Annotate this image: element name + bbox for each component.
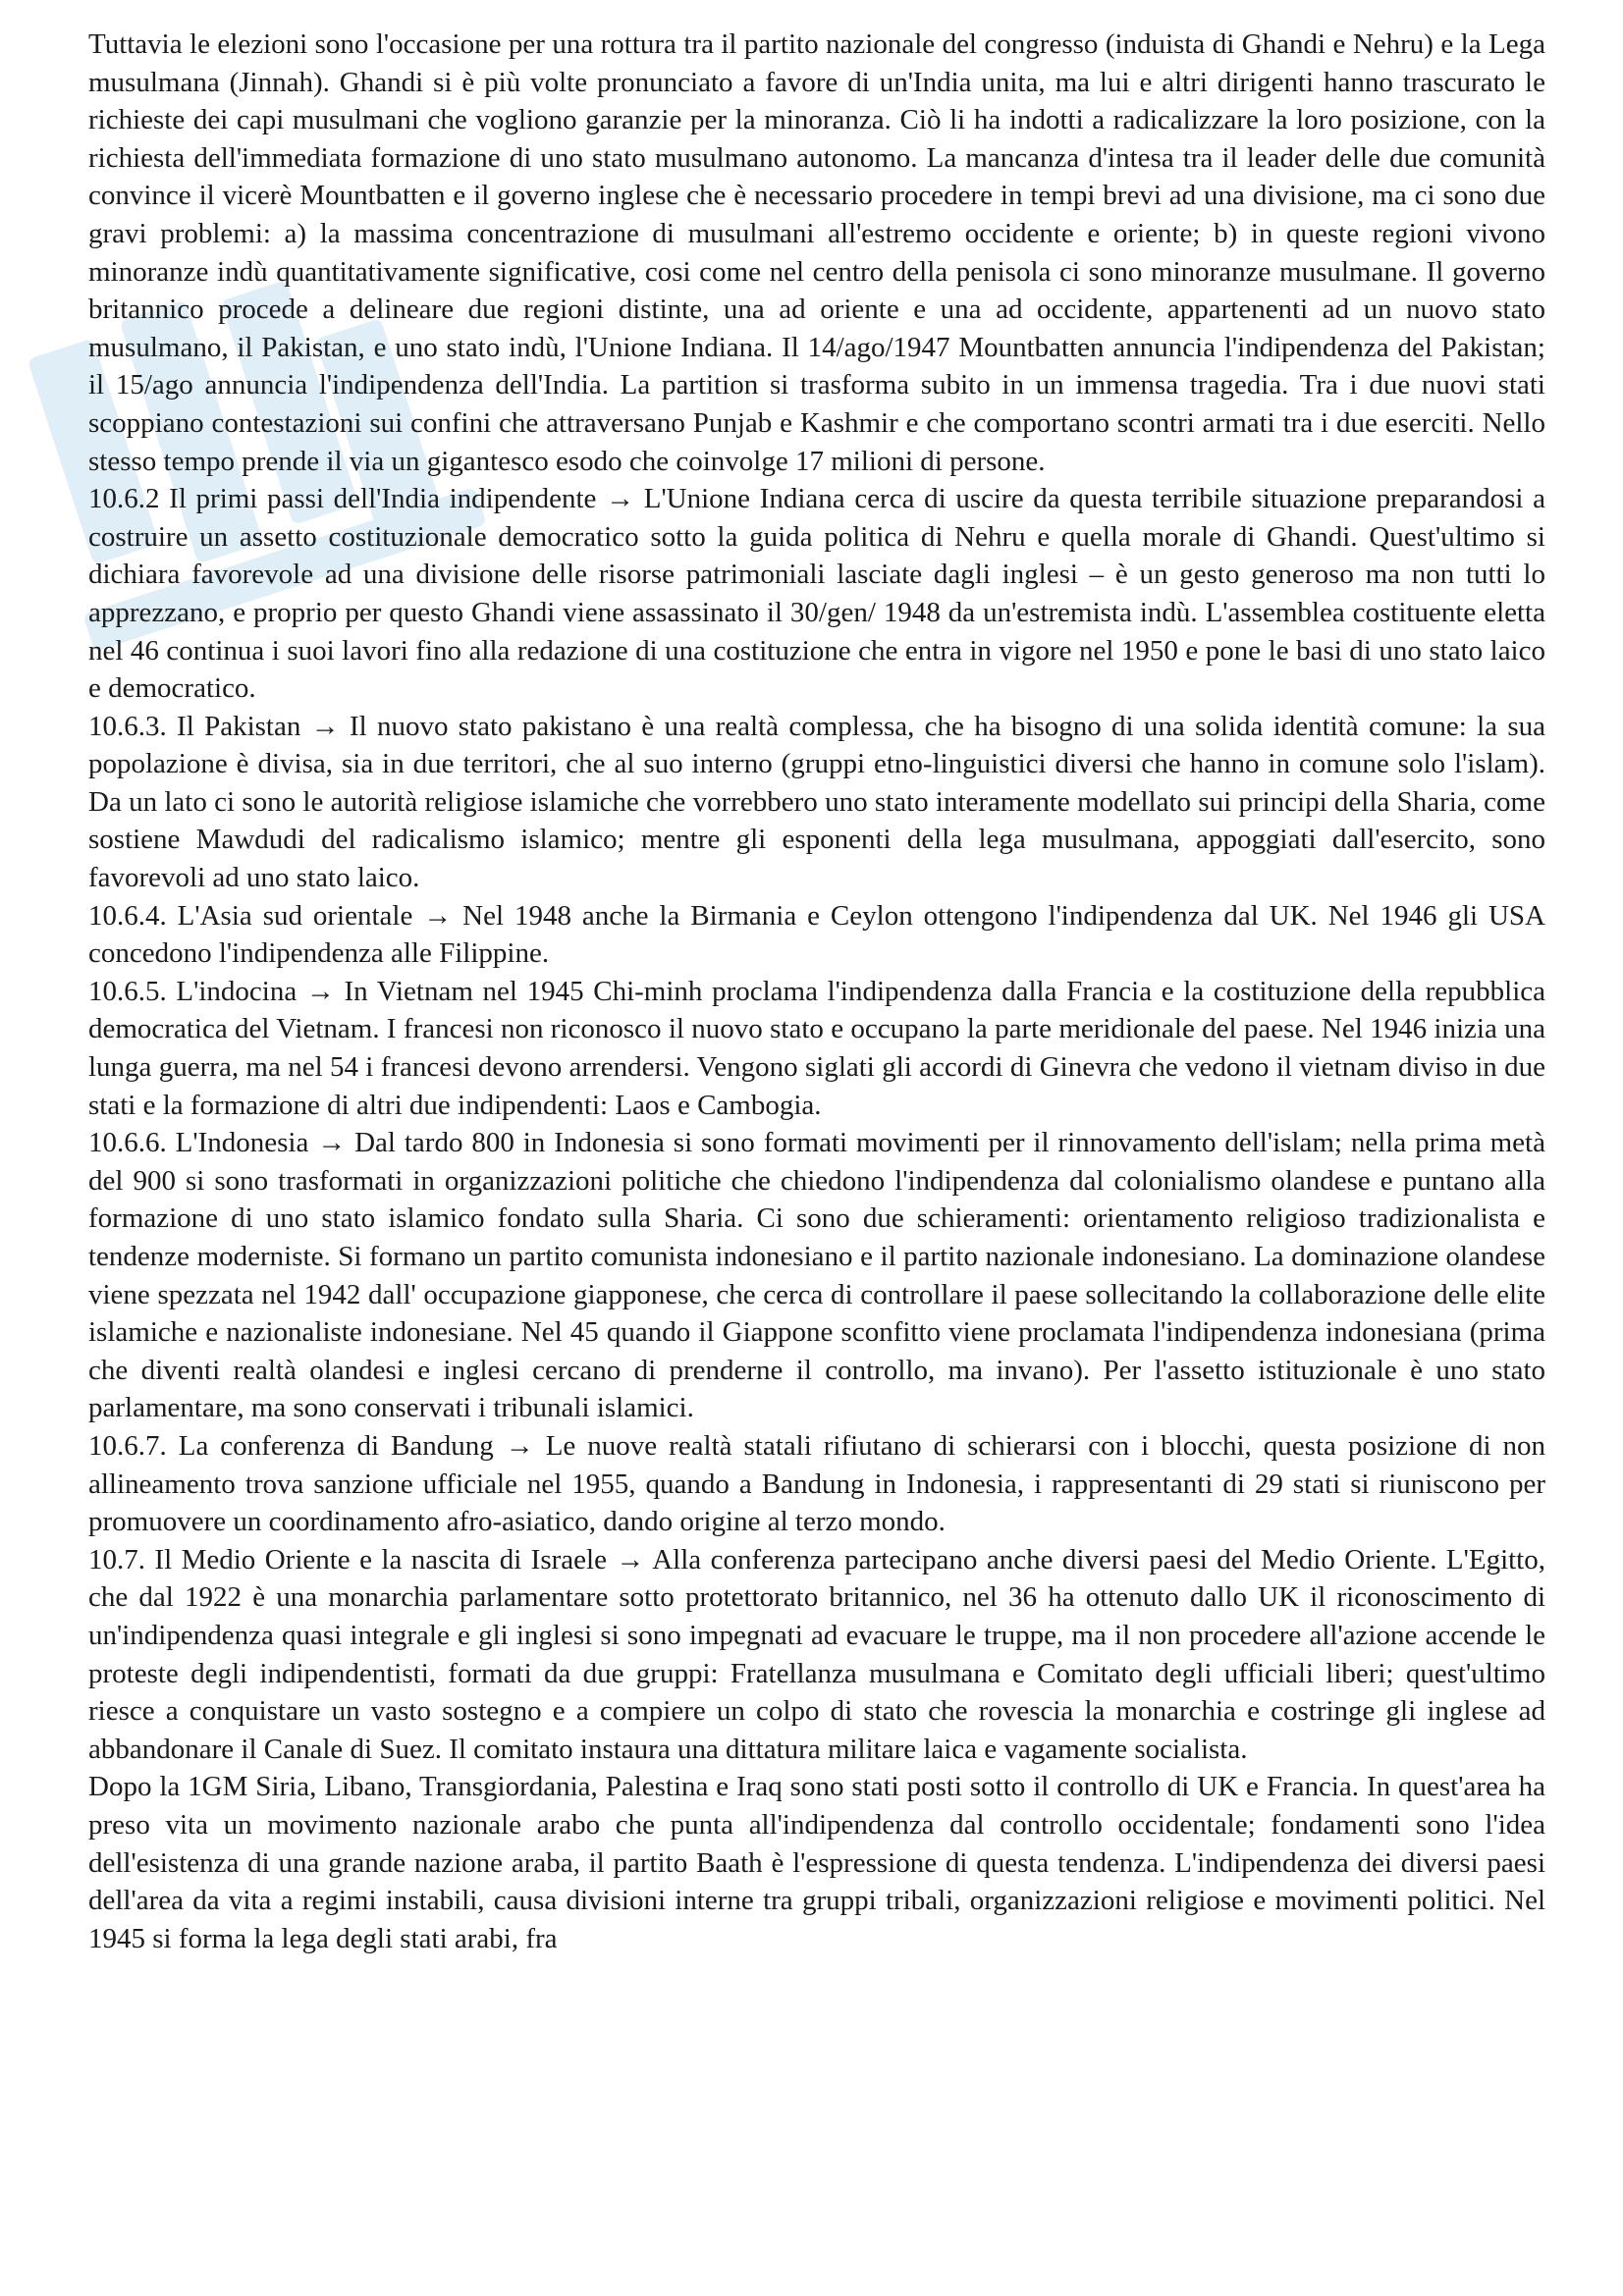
paragraph-india-partition: Tuttavia le elezioni sono l'occasione per una rottura tra il partito nazionale del congresso (induista di Ghandi e Nehru) e la Lega musulmana (Jinnah). Ghandi si è più volte pronunciato a favore di un'India unita, ma lui e altri dirigenti hanno trascurato le richieste dei capi musulmani che vogliono garanzie per la minoranza. Ciò li ha indotti a radicalizzare la loro posizione, con la richiesta dell'immediata formazione di uno stato musulmano autonomo. La mancanza d'intesa tra il leader delle due comunità convince il vicerè Mountbatten e il governo inglese che è necessario procedere in tempi brevi ad una divisione, ma ci sono due gravi problemi: a) la massima concentrazione di musulmani all'estremo occidente e oriente; b) in queste regioni vivono minoranze indù quantitativamente significative, cosi come nel centro della penisola ci sono minoranze musulmane. Il governo britannico procede a delineare due regioni distinte, una ad oriente e una ad occidente, appartenenti ad un nuovo stato musulmano, il Pakistan, e uno stato indù, l'Unione Indiana. Il 14/ago/1947 Mountbatten annuncia l'indipendenza del Pakistan; il 15/ago annuncia l'indipendenza dell'India. La partition si trasforma subito in un immensa tragedia. Tra i due nuovi stati scoppiano contestazioni sui confini che attraversano Punjab e Kashmir e che comportano scontri armati tra i due eserciti. Nello stesso tempo prende il via un gigantesco esodo che coinvolge 17 milioni di persone. [88, 28, 1545, 477]
paragraph-10-6-4: 10.6.4. L'Asia sud orientale → Nel 1948 anche la Birmania e Ceylon ottengono l'indipendenza dal UK. Nel 1946 gli USA concedono l'indipendenza alle Filippine. [88, 899, 1545, 970]
paragraph-10-6-2: 10.6.2 Il primi passi dell'India indipendente → L'Unione Indiana cerca di uscire da questa terribile situazione preparandosi a costruire un assetto costituzionale democratico sotto la guida politica di Nehru e quella morale di Ghandi. Quest'ultimo si dichiara favorevole ad una divisione delle risorse patrimoniali lasciate dagli inglesi – è un gesto generoso ma non tutti lo apprezzano, e proprio per questo Ghandi viene assassinato il 30/gen/ 1948 da un'estremista indù. L'assemblea costituente eletta nel 46 continua i suoi lavori fino alla redazione di una costituzione che entra in vigore nel 1950 e pone le basi di uno stato laico e democratico. [88, 483, 1545, 705]
paragraph-10-6-7: 10.6.7. La conferenza di Bandung → Le nuove realtà statali rifiutano di schierarsi con i blocchi, questa posizione di non allineamento trova sanzione ufficiale nel 1955, quando a Bandung in Indonesia, i rappresentanti di 29 stati si riuniscono per promuovere un coordinamento afro-asiatico, dando origine al terzo mondo. [88, 1429, 1545, 1538]
paragraph-arab-nationalism: Dopo la 1GM Siria, Libano, Transgiordania, Palestina e Iraq sono stati posti sotto il controllo di UK e Francia. In quest'area ha preso vita un movimento nazionale arabo che punta all'indipendenza dal controllo occidentale; fondamenti sono l'idea dell'esistenza di una grande nazione araba, il partito Baath è l'espressione di questa tendenza. L'indipendenza dei diversi paesi dell'area da vita a regimi instabili, causa divisioni interne tra gruppi tribali, organizzazioni religiose e movimenti politici. Nel 1945 si forma la lega degli stati arabi, fra [88, 1771, 1545, 1954]
paragraph-10-6-5: 10.6.5. L'indocina → In Vietnam nel 1945 Chi-minh proclama l'indipendenza dalla Francia e la costituzione della repubblica democratica del Vietnam. I francesi non riconosco il nuovo stato e occupano la parte meridionale del paese. Nel 1946 inizia una lunga guerra, ma nel 54 i francesi devono arrendersi. Vengono siglati gli accordi di Ginevra che vedono il vietnam diviso in due stati e la formazione di altri due indipendenti: Laos e Cambogia. [88, 975, 1545, 1121]
paragraph-10-6-6: 10.6.6. L'Indonesia → Dal tardo 800 in Indonesia si sono formati movimenti per il rinnovamento dell'islam; nella prima metà del 900 si sono trasformati in organizzazioni politiche che chiedono l'indipendenza dal colonialismo olandese e puntano alla formazione di uno stato islamico fondato sulla Sharia. Ci sono due schieramenti: orientamento religioso tradizionalista e tendenze moderniste. Si formano un partito comunista indonesiano e il partito nazionale indonesiano. La dominazione olandese viene spezzata nel 1942 dall' occupazione giapponese, che cerca di controllare il paese sollecitando la collaborazione delle elite islamiche e nazionaliste indonesiane. Nel 45 quando il Giappone sconfitto viene proclamata l'indipendenza indonesiana (prima che diventi realtà olandesi e inglesi cercano di prenderne il controllo, ma invano). Per l'assetto istituzionale è uno stato parlamentare, ma sono conservati i tribunali islamici. [88, 1127, 1545, 1424]
paragraph-10-7: 10.7. Il Medio Oriente e la nascita di Israele → Alla conferenza partecipano anche diversi paesi del Medio Oriente. L'Egitto, che dal 1922 è una monarchia parlamentare sotto protettorato britannico, nel 36 ha ottenuto dallo UK il riconoscimento di un'indipendenza quasi integrale e gli inglesi si sono impegnati ad evacuare le truppe, ma il non procedere all'azione accende le proteste degli indipendentisti, formati da due gruppi: Fratellanza musulmana e Comitato degli ufficiali liberi; quest'ultimo riesce a conquistare un vasto sostegno e a compiere un colpo di stato che rovescia la monarchia e costringe gli inglese ad abbandonare il Canale di Suez. Il comitato instaura una dittatura militare laica e vagamente socialista. [88, 1543, 1545, 1765]
document-page [88, 26, 1545, 1957]
paragraph-10-6-3: 10.6.3. Il Pakistan → Il nuovo stato pakistano è una realtà complessa, che ha bisogno di una solida identità comune: la sua popolazione è divisa, sia in due territori, che al suo interno (gruppi etno-linguistici diversi che hanno in comune solo l'islam). Da un lato ci sono le autorità religiose islamiche che vorrebbero uno stato interamente modellato sui principi della Sharia, come sostiene Mawdudi del radicalismo islamico; mentre gli esponenti della lega musulmana, appoggiati dall'esercito, sono favorevoli ad uno stato laico. [88, 710, 1545, 894]
